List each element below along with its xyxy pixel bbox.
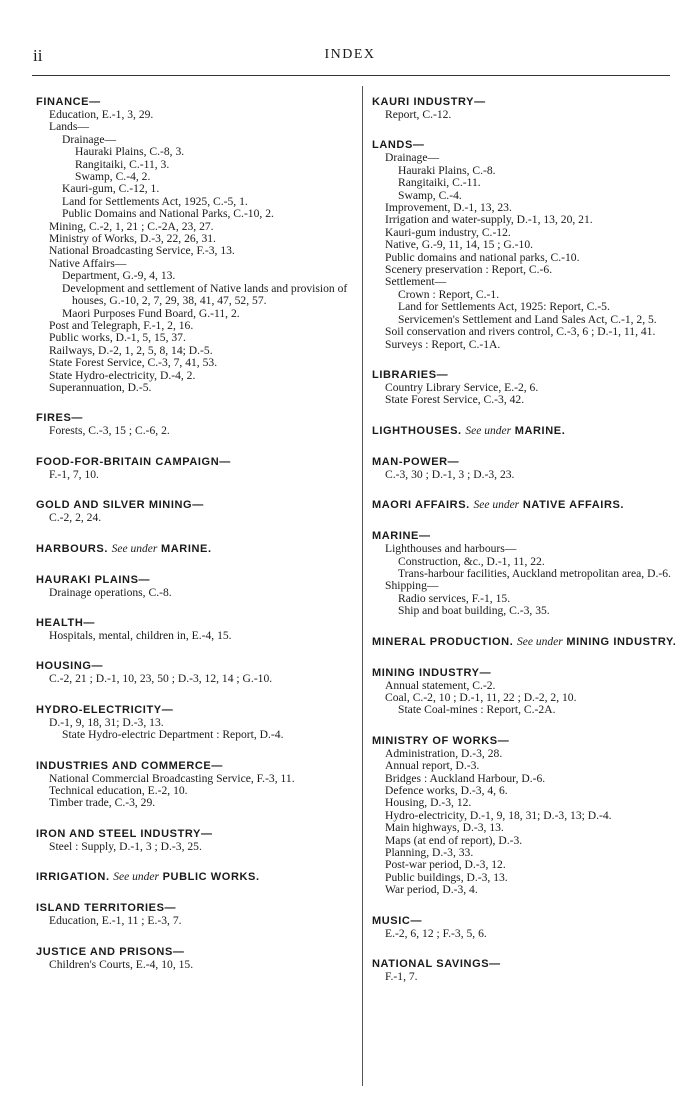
index-entry — [36, 499, 351, 524]
index-subentry: F.-1, 7, 10. — [49, 467, 99, 481]
index-subentry: Rangitaiki, C.-11. — [398, 176, 481, 190]
index-subentry: Hydro-electricity, D.-1, 9, 18, 31; D.-3, 13; D.-4. — [385, 808, 612, 822]
index-entry — [36, 412, 351, 437]
index-subentry: Department, G.-9, 4, 13. — [62, 269, 176, 283]
index-entry — [372, 735, 684, 897]
index-entry — [372, 958, 684, 983]
index-heading — [372, 425, 684, 438]
index-subentry: Land for Settlements Act, 1925, C.-5, 1. — [62, 194, 248, 208]
index-subentry: Soil conservation and rivers control, C.-3, 6 ; D.-1, 11, 41. — [385, 325, 656, 339]
see-under-text: See under — [517, 635, 563, 648]
index-subentry: Main highways, D.-3, 13. — [385, 821, 504, 835]
index-subentry: Land for Settlements Act, 1925: Report, C.-5. — [398, 300, 610, 314]
index-entry — [372, 96, 684, 121]
index-subentry: D.-1, 9, 18, 31; D.-3, 13. — [49, 715, 164, 729]
heading-text: ISLAND TERRITORIES— — [36, 902, 177, 915]
index-entry — [372, 425, 684, 438]
index-subentry: State Hydro-electric Department : Report, D.-4. — [62, 728, 284, 742]
index-heading — [36, 543, 351, 556]
index-subentry: Native Affairs— — [49, 256, 127, 270]
index-entry — [372, 915, 684, 940]
index-subentry: Hauraki Plains, C.-8, 3. — [75, 145, 185, 159]
index-subentry: State Forest Service, C.-3, 42. — [385, 393, 525, 407]
index-entry — [372, 636, 684, 649]
heading-text: INDUSTRIES AND COMMERCE— — [36, 759, 223, 772]
page-header — [0, 0, 700, 80]
index-subentry: Education, E.-1, 3, 29. — [49, 108, 154, 121]
running-title: INDEX — [324, 47, 376, 62]
index-entry — [36, 871, 351, 884]
index-subentry: Technical education, E.-2, 10. — [49, 784, 188, 797]
index-subentry: Maps (at end of report), D.-3. — [385, 833, 523, 847]
cross-reference: PUBLIC WORKS. — [162, 871, 260, 884]
cross-reference: MARINE. — [514, 424, 566, 437]
cross-reference: MARINE. — [161, 542, 212, 555]
index-entry — [372, 667, 684, 717]
index-heading — [372, 915, 684, 928]
index-subentry: Swamp, C.-4, 2. — [75, 170, 151, 184]
index-subentry: Coal, C.-2, 10 ; D.-1, 11, 22 ; D.-2, 2, 10. — [385, 690, 577, 704]
heading-text: IRON AND STEEL INDUSTRY— — [36, 827, 213, 840]
index-subentry: Railways, D.-2, 1, 2, 5, 8, 14; D.-5. — [49, 343, 213, 357]
heading-text: MINING INDUSTRY— — [372, 666, 492, 679]
index-subentry: War period, D.-3, 4. — [385, 883, 478, 897]
index-column-right — [372, 96, 684, 1001]
heading-text: FIRES— — [36, 412, 83, 425]
index-subentry: Education, E.-1, 11 ; E.-3, 7. — [49, 914, 182, 928]
index-entry — [36, 617, 351, 642]
index-entry — [36, 543, 351, 556]
index-entry — [36, 946, 351, 971]
heading-text: HEALTH— — [36, 616, 95, 629]
index-subentry: Servicemen's Settlement and Land Sales Act, C.-1, 2, 5. — [398, 312, 657, 326]
see-under-text: See under — [473, 499, 520, 512]
page-number: ii — [33, 46, 43, 65]
heading-text: MUSIC— — [372, 914, 423, 927]
index-heading — [36, 704, 351, 717]
index-subentry: Housing, D.-3, 12. — [385, 796, 472, 810]
index-entry — [36, 828, 351, 853]
index-heading — [36, 456, 351, 469]
heading-text: GOLD AND SILVER MINING— — [36, 499, 204, 512]
index-heading — [372, 636, 684, 649]
index-subentry: C.-2, 21 ; D.-1, 10, 23, 50 ; D.-3, 12, 14 ; G.-10. — [49, 672, 273, 686]
index-subentry: State Coal-mines : Report, C.-2A. — [398, 703, 556, 717]
index-subentry: Superannuation, D.-5. — [49, 380, 152, 394]
index-entry — [36, 574, 351, 599]
heading-text: LIGHTHOUSES. — [372, 424, 462, 437]
see-under-text: See under — [113, 871, 159, 884]
index-entry — [36, 456, 351, 481]
index-subentry: Surveys : Report, C.-1A. — [385, 337, 501, 351]
index-subentry: Lands— — [49, 120, 89, 134]
index-subentry: C.-3, 30 ; D.-1, 3 ; D.-3, 23. — [385, 467, 515, 481]
index-heading — [372, 958, 684, 971]
index-subentry: Public buildings, D.-3, 13. — [385, 870, 508, 884]
index-subentry: National Broadcasting Service, F.-3, 13. — [49, 244, 235, 258]
index-heading — [36, 760, 351, 773]
index-subentry: Post and Telegraph, F.-1, 2, 16. — [49, 318, 194, 332]
index-column-left — [36, 96, 351, 989]
index-subentry: Settlement— — [385, 275, 447, 289]
heading-text: FINANCE— — [36, 96, 101, 108]
heading-text: HOUSING— — [36, 660, 104, 673]
index-subentry: Rangitaiki, C.-11, 3. — [75, 157, 170, 171]
index-subentry: Report, C.-12. — [385, 108, 452, 121]
heading-text: LIBRARIES— — [372, 368, 449, 381]
index-entry — [372, 456, 684, 481]
index-subentry: Drainage— — [385, 151, 440, 165]
heading-text: LANDS— — [372, 139, 425, 152]
heading-text: MARINE— — [372, 530, 431, 543]
heading-text: IRRIGATION. — [36, 871, 110, 884]
index-subentry: Forests, C.-3, 15 ; C.-6, 2. — [49, 424, 170, 438]
index-heading — [36, 828, 351, 841]
index-subentry: Children's Courts, E.-4, 10, 15. — [49, 957, 194, 971]
index-subentry: Scenery preservation : Report, C.-6. — [385, 263, 553, 277]
index-subentry: F.-1, 7. — [385, 970, 418, 984]
index-subentry: Post-war period, D.-3, 12. — [385, 858, 506, 872]
index-subentry: C.-2, 2, 24. — [49, 511, 102, 525]
index-subentry: Hauraki Plains, C.-8. — [398, 163, 496, 177]
index-subentry: Ministry of Works, D.-3, 22, 26, 31. — [49, 232, 216, 246]
index-heading — [36, 946, 351, 959]
index-subentry: Ship and boat building, C.-3, 35. — [398, 604, 550, 618]
index-subentry: Country Library Service, E.-2, 6. — [385, 380, 539, 394]
index-subentry: Annual report, D.-3. — [385, 759, 480, 773]
index-subentry: Drainage operations, C.-8. — [49, 585, 172, 599]
index-subentry: Bridges : Auckland Harbour, D.-6. — [385, 771, 546, 785]
index-subentry: Annual statement, C.-2. — [385, 678, 496, 692]
heading-text: HAURAKI PLAINS— — [36, 573, 151, 586]
heading-text: FOOD-FOR-BRITAIN CAMPAIGN— — [36, 455, 231, 468]
index-entry — [36, 660, 351, 685]
index-subentry: Radio services, F.-1, 15. — [398, 591, 511, 605]
index-subentry: Kauri-gum industry, C.-12. — [385, 225, 511, 239]
index-heading — [372, 456, 684, 469]
index-subentry: Hospitals, mental, children in, E.-4, 15. — [49, 628, 232, 642]
heading-text: HYDRO-ELECTRICITY— — [36, 703, 174, 716]
index-subentry: Planning, D.-3, 33. — [385, 846, 474, 860]
heading-text: MAN-POWER— — [372, 455, 460, 468]
index-subentry: Swamp, C.-4. — [398, 188, 462, 202]
heading-text: MAORI AFFAIRS. — [372, 499, 470, 512]
index-entry — [36, 902, 351, 927]
index-heading — [372, 499, 684, 512]
heading-text: HARBOURS. — [36, 542, 109, 555]
index-subentry: Public domains and national parks, C.-10. — [385, 250, 580, 264]
index-subentry: Crown : Report, C.-1. — [398, 287, 500, 301]
index-subentry: State Forest Service, C.-3, 7, 41, 53. — [49, 356, 218, 370]
index-subentry: Construction, &c., D.-1, 11, 22. — [398, 554, 545, 568]
index-subentry: Drainage— — [62, 132, 117, 146]
index-subentry: Mining, C.-2, 1, 21 ; C.-2A, 23, 27. — [49, 219, 214, 233]
cross-reference: MINING INDUSTRY. — [566, 635, 677, 648]
index-subentry: National Commercial Broadcasting Service, F.-3, 11. — [49, 771, 295, 785]
index-entry — [36, 704, 351, 742]
index-heading — [36, 574, 351, 587]
index-subentry: Kauri-gum, C.-12, 1. — [62, 182, 160, 196]
see-under-text: See under — [465, 424, 512, 437]
index-entry — [372, 530, 684, 617]
index-subentry: Public works, D.-1, 5, 15, 37. — [49, 331, 186, 345]
heading-text: MINISTRY OF WORKS— — [372, 734, 510, 747]
index-heading — [372, 735, 684, 748]
index-subentry: Trans-harbour facilities, Auckland metropolitan area, D.-6. — [398, 566, 671, 580]
index-entry — [36, 96, 351, 394]
index-subentry: Lighthouses and harbours— — [385, 542, 517, 556]
index-subentry: Timber trade, C.-3, 29. — [49, 796, 156, 810]
index-subentry: Public Domains and National Parks, C.-10, 2. — [62, 207, 274, 221]
heading-text: JUSTICE AND PRISONS— — [36, 945, 185, 958]
index-subentry: Irrigation and water-supply, D.-1, 13, 20, 21. — [385, 213, 593, 227]
heading-text: KAURI INDUSTRY— — [372, 96, 486, 108]
heading-text: MINERAL PRODUCTION. — [372, 635, 514, 648]
index-heading — [36, 871, 351, 884]
index-subentry: Shipping— — [385, 579, 439, 593]
index-subentry: Steel : Supply, D.-1, 3 ; D.-3, 25. — [49, 839, 202, 853]
see-under-text: See under — [111, 542, 158, 555]
index-subentry: Defence works, D.-3, 4, 6. — [385, 784, 508, 797]
index-subentry: Administration, D.-3, 28. — [385, 746, 503, 760]
index-subentry: Maori Purposes Fund Board, G.-11, 2. — [62, 306, 240, 320]
index-heading — [372, 667, 684, 680]
index-subentry: Development and settlement of Native lands and provision of houses, G.-10, 2, 7, 29, 38, 41, 47, 52, 57. — [62, 281, 348, 308]
index-heading — [372, 369, 684, 382]
index-subentry: State Hydro-electricity, D.-4, 2. — [49, 368, 196, 382]
cross-reference: NATIVE AFFAIRS. — [522, 499, 625, 512]
index-entry — [372, 499, 684, 512]
index-entry — [36, 760, 351, 810]
index-subentry: Native, G.-9, 11, 14, 15 ; G.-10. — [385, 238, 534, 252]
heading-text: NATIONAL SAVINGS— — [372, 958, 501, 971]
index-entry — [372, 369, 684, 407]
header-rule — [32, 75, 670, 76]
index-subentry: Improvement, D.-1, 13, 23. — [385, 201, 512, 215]
column-divider — [362, 86, 363, 1086]
index-entry — [372, 139, 684, 351]
index-subentry: E.-2, 6, 12 ; F.-3, 5, 6. — [385, 926, 487, 940]
